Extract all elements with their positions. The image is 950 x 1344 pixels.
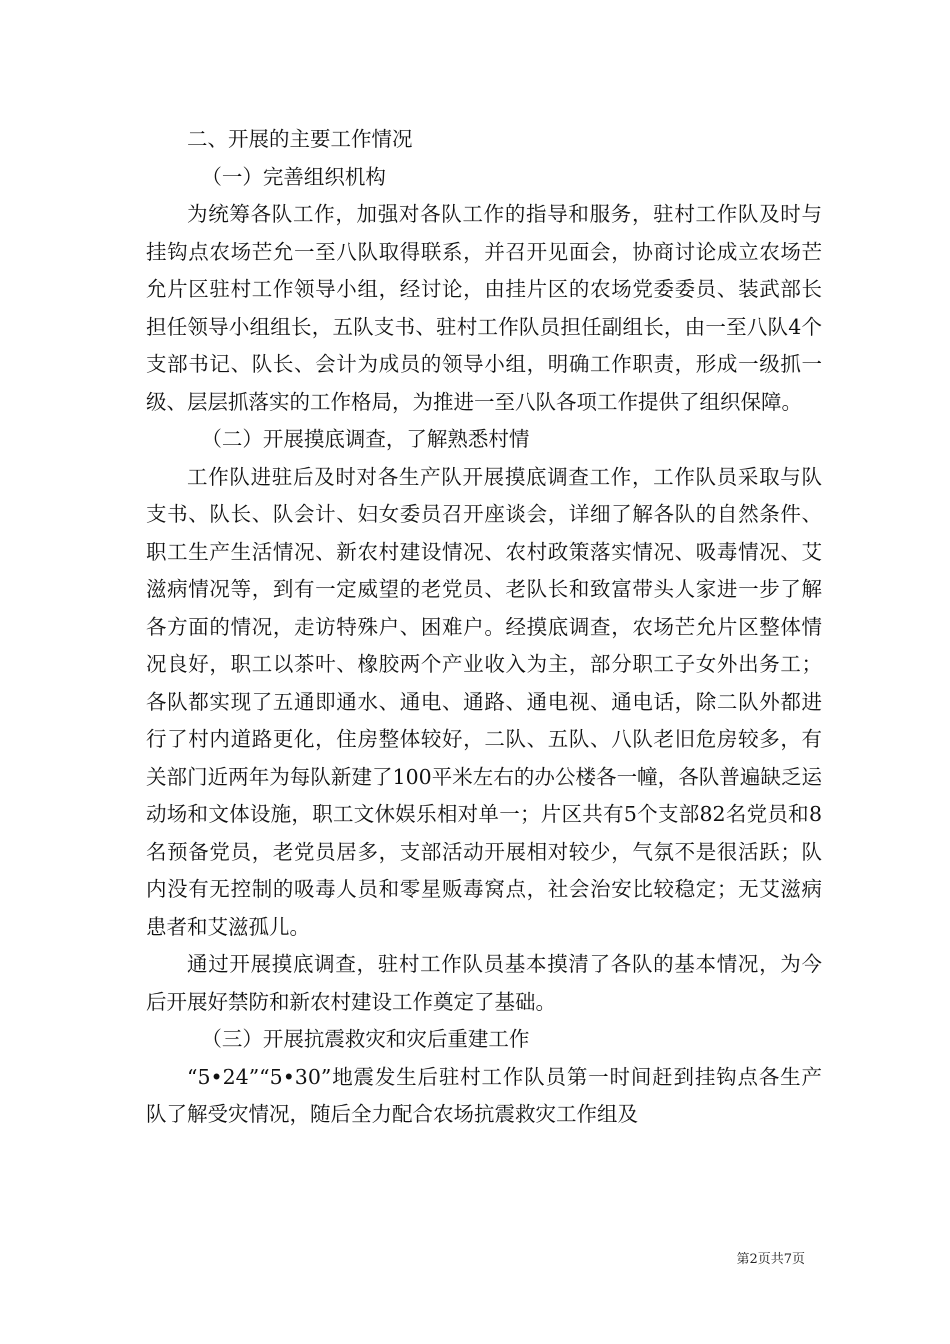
paragraph-3: 通过开展摸底调查，驻村工作队员基本摸清了各队的基本情况，为今后开展好禁防和新农村建设工作奠定了基础。 xyxy=(146,952,822,1014)
paragraph-1: 为统筹各队工作，加强对各队工作的指导和服务，驻村工作队及时与挂钩点农场芒允一至八队取得联系，并召开见面会，协商讨论成立农场芒允片区驻村工作领导小组，经讨论，由挂片区的农场党委委员、装武部长担任领导小组组长，五队支书、驻村工作队员担任副组长，由一至八队4个支部书记、队长、会计为成员的领导小组，明确工作职责，形成一级抓一级、层层抓落实的工作格局，为推进一至八队各项工作提供了组织保障。 xyxy=(146,202,822,414)
page-number: 第2页共7页 xyxy=(736,1252,805,1267)
section-heading: 二、开展的主要工作情况 xyxy=(187,127,413,151)
subsection-heading-1: （一）完善组织机构 xyxy=(201,164,386,189)
subsection-heading-3: （三）开展抗震救灾和灾后重建工作 xyxy=(201,1027,530,1051)
subsection-heading-2: （二）开展摸底调查，了解熟悉村情 xyxy=(201,427,530,451)
document-body xyxy=(146,121,822,1134)
paragraph-2: 工作队进驻后及时对各生产队开展摸底调查工作，工作队员采取与队支书、队长、队会计、妇女委员召开座谈会，详细了解各队的自然条件、职工生产生活情况、新农村建设情况、农村政策落实情况、吸毒情况、艾滋病情况等，到有一定威望的老党员、老队长和致富带头人家进一步了解各方面的情况，走访特殊户、困难户。经摸底调查，农场芒允片区整体情况良好，职工以茶叶、橡胶两个产业收入为主，部分职工子女外出务工；各队都实现了五通即通水、通电、通路、通电视、通电话，除二队外都进行了村内道路更化，住房整体较好，二队、五队、八队老旧危房较多，有关部门近两年为每队新建了100平米左右的办公楼各一幢，各队普遍缺乏运动场和文体设施，职工文休娱乐相对单一；片区共有5个支部82名党员和8名预备党员，老党员居多，支部活动开展相对较少，气氛不是很活跃；队内没有无控制的吸毒人员和零星贩毒窝点，社会治安比较稳定；无艾滋病患者和艾滋孤儿。 xyxy=(146,464,822,939)
paragraph-4: “5•24”“5•30”地震发生后驻村工作队员第一时间赶到挂钩点各生产队了解受灾情况，随后全力配合农场抗震救灾工作组及 xyxy=(146,1064,822,1126)
